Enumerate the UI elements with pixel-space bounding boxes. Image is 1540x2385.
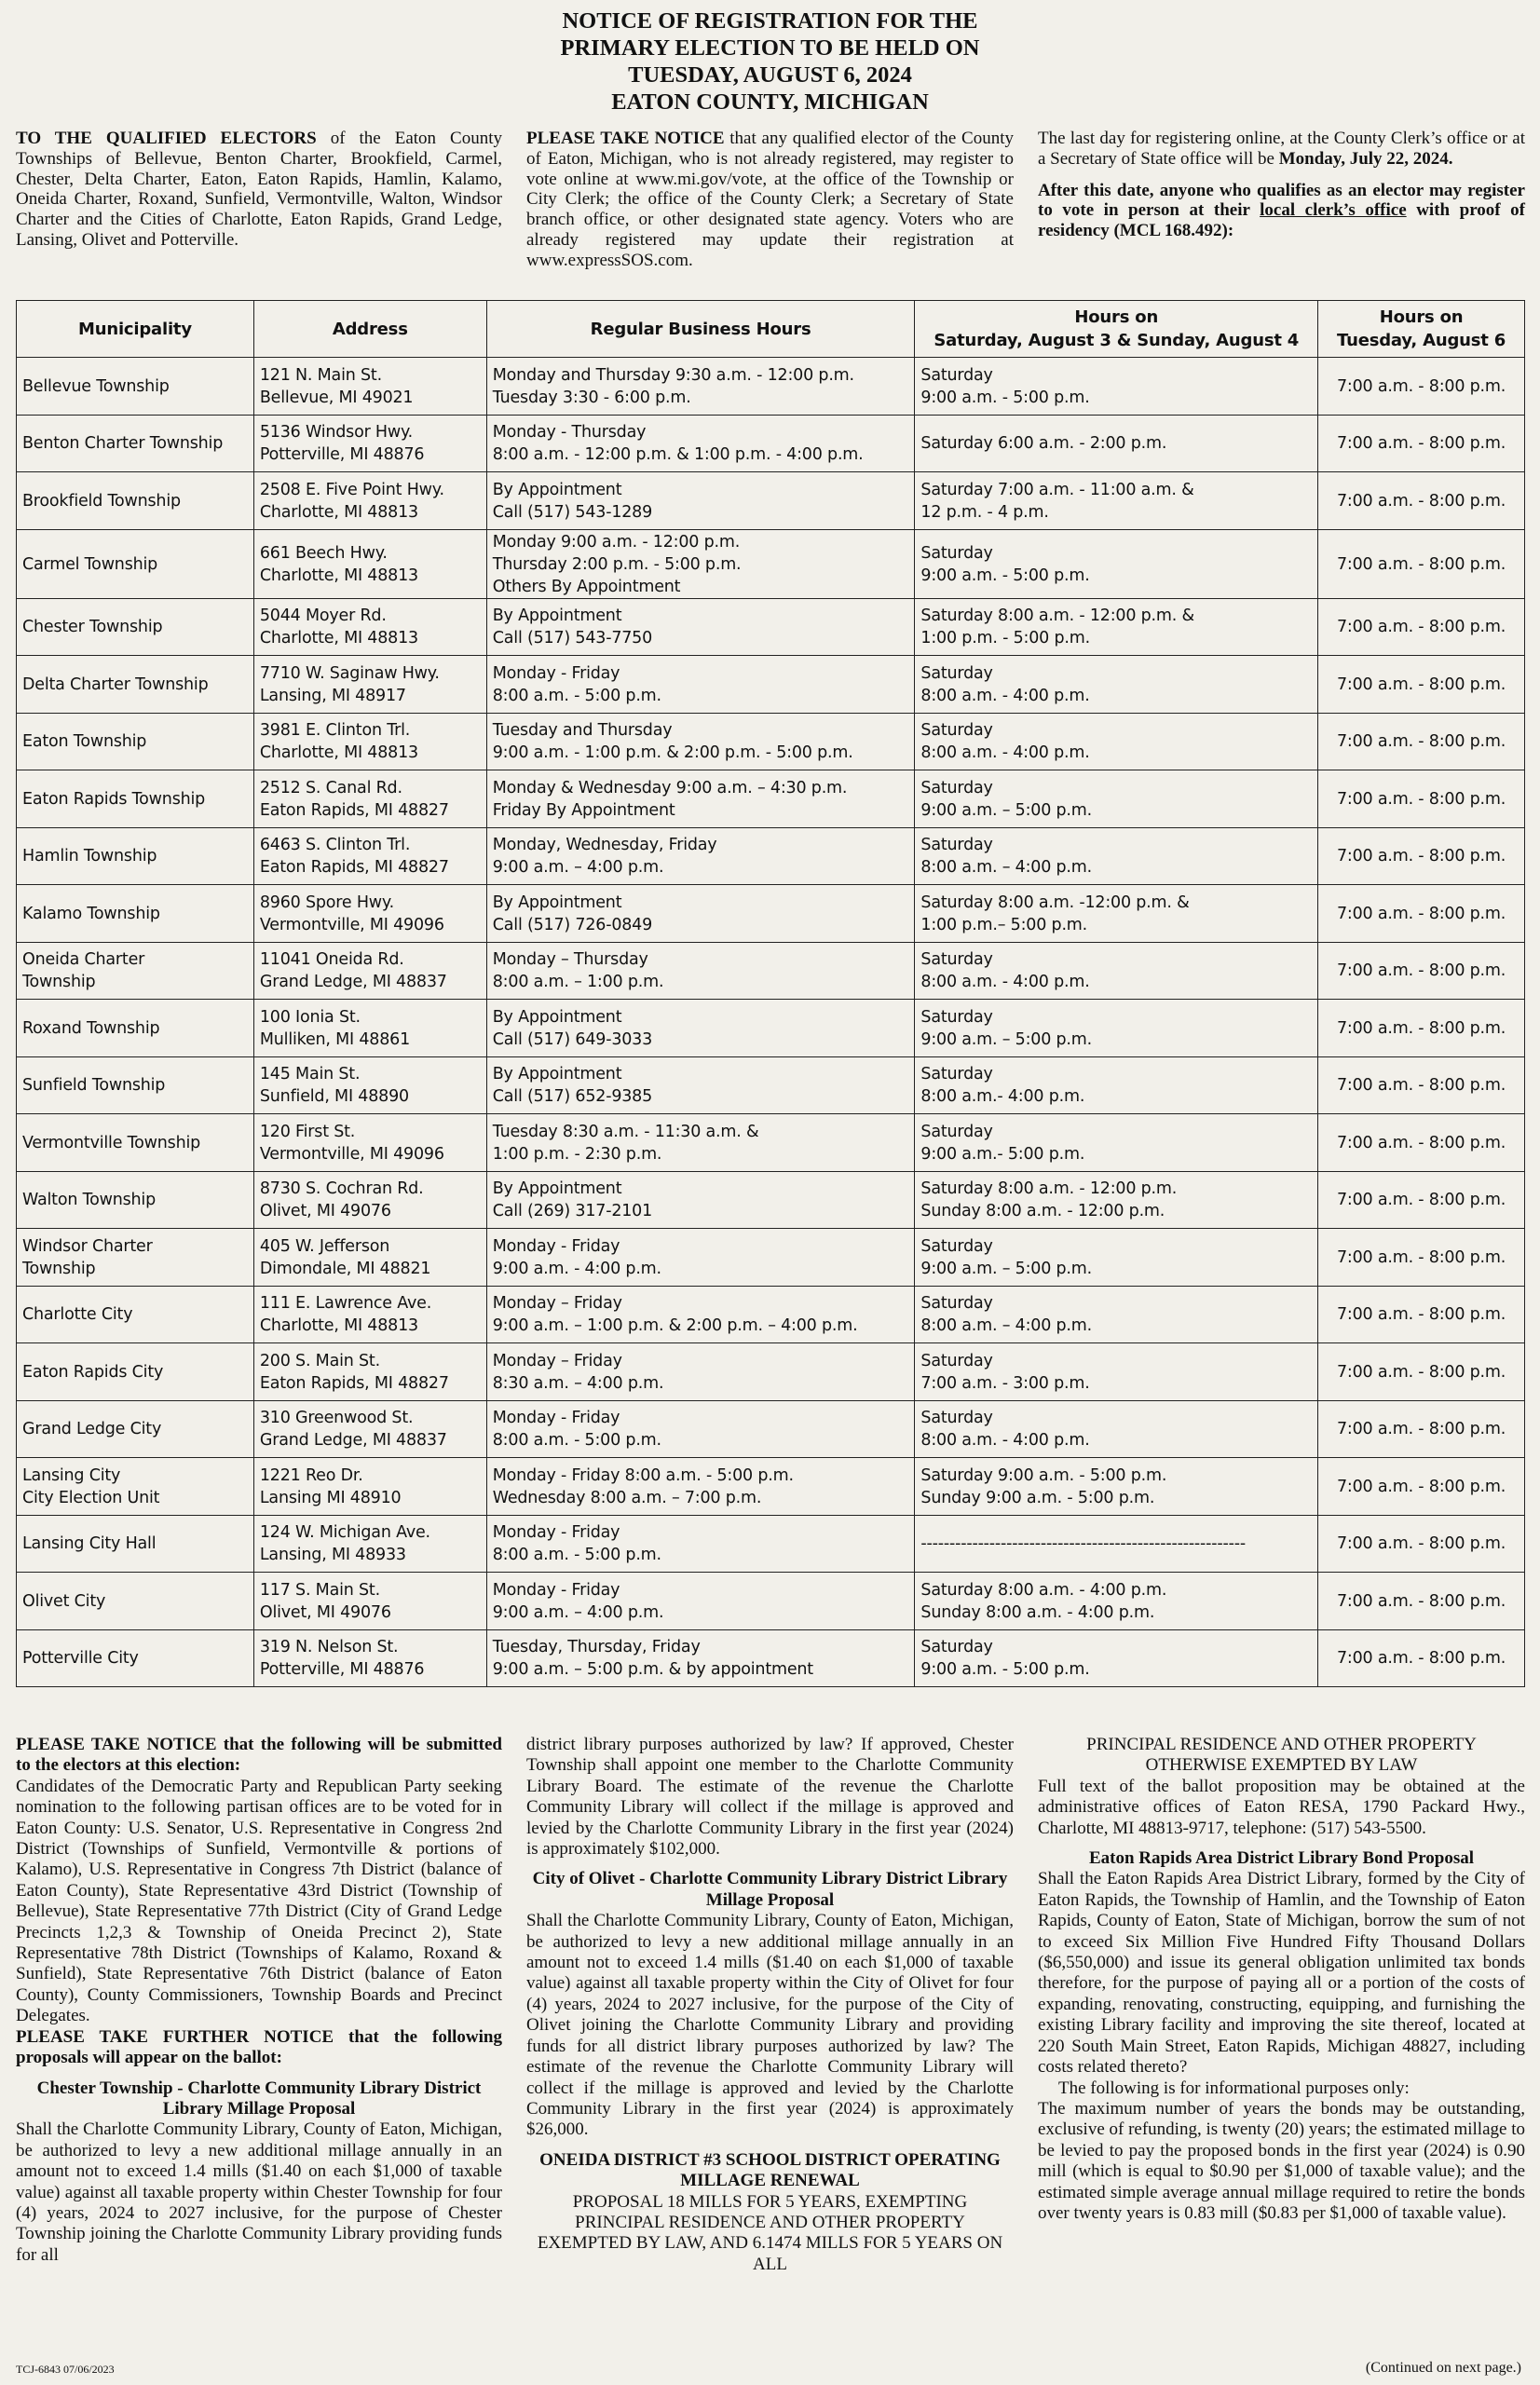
title-line: EATON COUNTY, MICHIGAN: [611, 89, 929, 115]
business-hours-cell: Monday - Friday 8:00 a.m. - 5:00 p.m.: [486, 1400, 915, 1458]
address-cell: 111 E. Lawrence Ave. Charlotte, MI 48813: [253, 1286, 486, 1343]
header-election-day-hours: Hours on Tuesday, August 6: [1318, 301, 1525, 358]
election-day-hours-cell: 7:00 a.m. - 8:00 p.m.: [1318, 358, 1525, 416]
olivet-proposal-text: Shall the Charlotte Community Library, County of Eaton, Michigan, be authorized to levy a new additional millage annually in an amount not to exceed 1.4 mills ($1.40 on each $1,000 of taxable value) against all taxable property within the City of Olivet for four (4) years, 2024 to 2027 inclusive, for the purpose of the City of Olivet joining the Charlotte Community Library and providing funds for all district library purposes authorized by law? The estimate of the revenue the Charlotte Community Library will collect if the millage is approved and levied by the Charlotte Community Library in the first year (2024) is approximately $26,000.: [526, 1911, 1014, 2140]
weekend-hours-cell: Saturday 9:00 a.m. - 5:00 p.m. Sunday 9:00 a.m. - 5:00 p.m.: [915, 1458, 1318, 1516]
weekend-hours-cell: Saturday 9:00 a.m.- 5:00 p.m.: [915, 1114, 1318, 1172]
election-day-hours-cell: 7:00 a.m. - 8:00 p.m.: [1318, 1171, 1525, 1229]
chester-proposal-text-continued: district library purposes authorized by law? If approved, Chester Township shall appoint one member to the Charlotte Community Library Board. The estimate of the revenue the Charlotte Community Library will collect if the millage is approved and levied by the Charlotte Community Library in the first year (2024) is approximately $102,000.: [526, 1735, 1014, 1860]
business-hours-cell: By Appointment Call (269) 317-2101: [486, 1171, 915, 1229]
full-text-info: Full text of the ballot proposition may be obtained at the administrative offices of Eaton RESA, 1790 Packard Hwy., Charlotte, MI 48813-9717, telephone: (517) 543-5500.: [1038, 1776, 1525, 1838]
address-cell: 100 Ionia St. Mulliken, MI 48861: [253, 1000, 486, 1057]
title-line: PRIMARY ELECTION TO BE HELD ON: [560, 35, 980, 61]
table-row: [17, 1114, 1525, 1172]
municipality-cell: Windsor Charter Township: [17, 1229, 254, 1287]
business-hours-cell: Monday - Friday 8:00 a.m. - 5:00 p.m.: [486, 656, 915, 714]
address-cell: 124 W. Michigan Ave. Lansing, MI 48933: [253, 1515, 486, 1573]
deadline-text: The last day for registering online, at the County Clerk’s office or at a Secretary of State office will be: [1038, 129, 1525, 169]
address-cell: 6463 S. Clinton Trl. Eaton Rapids, MI 48827: [253, 827, 486, 885]
election-day-hours-cell: 7:00 a.m. - 8:00 p.m.: [1318, 942, 1525, 1000]
weekend-hours-cell: Saturday 9:00 a.m. - 5:00 p.m.: [915, 529, 1318, 598]
table-row: [17, 1343, 1525, 1401]
weekend-hours-cell: Saturday 9:00 a.m. – 5:00 p.m.: [915, 1229, 1318, 1287]
address-cell: 200 S. Main St. Eaton Rapids, MI 48827: [253, 1343, 486, 1401]
business-hours-cell: Monday - Thursday 8:00 a.m. - 12:00 p.m. & 1:00 p.m. - 4:00 p.m.: [486, 415, 915, 472]
municipality-cell: Bellevue Township: [17, 358, 254, 416]
address-cell: 5044 Moyer Rd. Charlotte, MI 48813: [253, 598, 486, 656]
table-row: [17, 598, 1525, 656]
election-day-hours-cell: 7:00 a.m. - 8:00 p.m.: [1318, 713, 1525, 770]
weekend-hours-cell: ---------------------------------------------------------: [915, 1515, 1318, 1573]
address-cell: 11041 Oneida Rd. Grand Ledge, MI 48837: [253, 942, 486, 1000]
weekend-hours-cell: Saturday 8:00 a.m. - 12:00 p.m. Sunday 8:00 a.m. - 12:00 p.m.: [915, 1171, 1318, 1229]
table-row: [17, 1000, 1525, 1057]
business-hours-cell: Tuesday 8:30 a.m. - 11:30 a.m. & 1:00 p.m. - 2:30 p.m.: [486, 1114, 915, 1172]
municipality-cell: Delta Charter Township: [17, 656, 254, 714]
oneida-proposal-text: PROPOSAL 18 MILLS FOR 5 YEARS, EXEMPTING PRINCIPAL RESIDENCE AND OTHER PROPERTY EXEMPTED BY LAW, AND 6.1474 MILLS FOR 5 YEARS ON ALL: [537, 2191, 1003, 2274]
election-day-hours-cell: 7:00 a.m. - 8:00 p.m.: [1318, 1515, 1525, 1573]
municipality-cell: Potterville City: [17, 1629, 254, 1687]
table-row: [17, 770, 1525, 828]
municipality-cell: Eaton Rapids City: [17, 1343, 254, 1401]
table-row: [17, 885, 1525, 943]
weekend-hours-cell: Saturday 8:00 a.m. - 4:00 p.m.: [915, 1400, 1318, 1458]
table-row: [17, 1515, 1525, 1573]
weekend-hours-cell: Saturday 8:00 a.m. - 4:00 p.m. Sunday 8:00 a.m. - 4:00 p.m.: [915, 1573, 1318, 1630]
weekend-hours-cell: Saturday 8:00 a.m. -12:00 p.m. & 1:00 p.m.– 5:00 p.m.: [915, 885, 1318, 943]
election-day-hours-cell: 7:00 a.m. - 8:00 p.m.: [1318, 1400, 1525, 1458]
municipality-cell: Brookfield Township: [17, 472, 254, 530]
election-day-hours-cell: 7:00 a.m. - 8:00 p.m.: [1318, 827, 1525, 885]
weekend-hours-cell: Saturday 8:00 a.m. - 4:00 p.m.: [915, 713, 1318, 770]
table-row: [17, 656, 1525, 714]
municipality-cell: Lansing City City Election Unit: [17, 1458, 254, 1516]
table-row: [17, 1229, 1525, 1287]
weekend-hours-cell: Saturday 9:00 a.m. - 5:00 p.m.: [915, 1629, 1318, 1687]
address-cell: 319 N. Nelson St. Potterville, MI 48876: [253, 1629, 486, 1687]
intro-notice-text: that any qualified elector of the County of Eaton, Michigan, who is not already registered, may register to vote online at www.mi.gov/vote, at the office of the Township or City Clerk; the office of the County Clerk; a Secretary of State branch office, or other designated state agency. Voters who are already registered may update their registration at www.expressSOS.com.: [526, 129, 1014, 270]
publication-code: TCJ-6843 07/06/2023: [16, 2363, 115, 2376]
municipality-cell: Carmel Township: [17, 529, 254, 598]
weekend-hours-cell: Saturday 9:00 a.m. - 5:00 p.m.: [915, 358, 1318, 416]
business-hours-cell: By Appointment Call (517) 543-7750: [486, 598, 915, 656]
eaton-rapids-proposal-text: Shall the Eaton Rapids Area District Library, formed by the City of Eaton Rapids, the Township of Hamlin, and the Township of Eaton Rapids, County of Eaton, State of Michigan, borrow the sum of not to exceed Six Million Five Hundred Fifty Thousand Dollars ($6,550,000) and issue its general obligation unlimited tax bonds therefore, for the purpose of paying all or a portion of the costs of expanding, renovating, constructing, equipping, and furnishing the existing Library facility and improving the site thereof, located at 220 South Main Street, Eaton Rapids, Michigan 48827, including costs related thereto?: [1038, 1869, 1525, 2078]
weekend-hours-cell: Saturday 7:00 a.m. - 3:00 p.m.: [915, 1343, 1318, 1401]
election-day-hours-cell: 7:00 a.m. - 8:00 p.m.: [1318, 1573, 1525, 1630]
municipality-cell: Olivet City: [17, 1573, 254, 1630]
table-row: [17, 1056, 1525, 1114]
notice-title: [279, 7, 1261, 116]
ballot-column-2: [526, 1735, 1014, 2275]
deadline-date: Monday, July 22, 2024.: [1278, 148, 1453, 169]
municipality-cell: Walton Township: [17, 1171, 254, 1229]
intro-electors: [16, 129, 502, 251]
election-day-hours-cell: 7:00 a.m. - 8:00 p.m.: [1318, 1458, 1525, 1516]
header-municipality: Municipality: [17, 301, 254, 358]
weekend-hours-cell: Saturday 7:00 a.m. - 11:00 a.m. & 12 p.m. - 4 p.m.: [915, 472, 1318, 530]
address-cell: 2508 E. Five Point Hwy. Charlotte, MI 48813: [253, 472, 486, 530]
business-hours-cell: Monday - Friday 9:00 a.m. – 4:00 p.m.: [486, 1573, 915, 1630]
header-weekend-hours: Hours on Saturday, August 3 & Sunday, August 4: [915, 301, 1318, 358]
intro-electors-lead: TO THE QUALIFIED ELECTORS: [16, 129, 317, 148]
election-day-hours-cell: 7:00 a.m. - 8:00 p.m.: [1318, 1056, 1525, 1114]
ballot-column-1: [16, 1735, 502, 2266]
header-address: Address: [253, 301, 486, 358]
municipality-cell: Vermontville Township: [17, 1114, 254, 1172]
business-hours-cell: By Appointment Call (517) 726-0849: [486, 885, 915, 943]
weekend-hours-cell: Saturday 6:00 a.m. - 2:00 p.m.: [915, 415, 1318, 472]
election-day-hours-cell: 7:00 a.m. - 8:00 p.m.: [1318, 1229, 1525, 1287]
address-cell: 7710 W. Saginaw Hwy. Lansing, MI 48917: [253, 656, 486, 714]
oneida-proposal-text-continued: PRINCIPAL RESIDENCE AND OTHER PROPERTY OTHERWISE EXEMPTED BY LAW: [1086, 1735, 1477, 1776]
business-hours-cell: Monday – Friday 9:00 a.m. – 1:00 p.m. & 2:00 p.m. – 4:00 p.m.: [486, 1286, 915, 1343]
address-cell: 3981 E. Clinton Trl. Charlotte, MI 48813: [253, 713, 486, 770]
table-row: [17, 472, 1525, 530]
municipality-cell: Grand Ledge City: [17, 1400, 254, 1458]
table-row: [17, 827, 1525, 885]
informational-text: The maximum number of years the bonds may be outstanding, exclusive of refunding, is twenty (20) years; the estimated millage to be levied to pay the proposed bonds in the first year (2024) is 0.90 mill (which is equal to $0.90 per $1,000 of taxable value); and the estimated simple average annual millage required to retire the bonds over twenty years is 0.83 mill ($0.83 per $1,000 of taxable value).: [1038, 2098, 1525, 2223]
table-row: [17, 1629, 1525, 1687]
table-row: [17, 1286, 1525, 1343]
municipality-cell: Eaton Township: [17, 713, 254, 770]
address-cell: 2512 S. Canal Rd. Eaton Rapids, MI 48827: [253, 770, 486, 828]
title-line: NOTICE OF REGISTRATION FOR THE: [562, 8, 978, 34]
chester-proposal-text: Shall the Charlotte Community Library, County of Eaton, Michigan, be authorized to levy a new additional millage annually in an amount not to exceed 1.4 mills ($1.40 on each $1,000 of taxable value) against all taxable property within Chester Township for four (4) years, 2024 to 2027 inclusive, for the purpose of Chester Township joining the Charlotte Community Library providing funds for all: [16, 2119, 502, 2265]
municipality-cell: Charlotte City: [17, 1286, 254, 1343]
oneida-proposal-heading: ONEIDA DISTRICT #3 SCHOOL DISTRICT OPERATING MILLAGE RENEWAL: [539, 2149, 1001, 2191]
election-day-hours-cell: 7:00 a.m. - 8:00 p.m.: [1318, 1000, 1525, 1057]
continued-note: (Continued on next page.): [1365, 2360, 1521, 2376]
table-row: [17, 1573, 1525, 1630]
weekend-hours-cell: Saturday 8:00 a.m. - 12:00 p.m. & 1:00 p.m. - 5:00 p.m.: [915, 598, 1318, 656]
municipality-cell: Sunfield Township: [17, 1056, 254, 1114]
municipality-cell: Chester Township: [17, 598, 254, 656]
address-cell: 145 Main St. Sunfield, MI 48890: [253, 1056, 486, 1114]
intro-notice: [526, 129, 1014, 271]
table-row: [17, 1171, 1525, 1229]
election-day-hours-cell: 7:00 a.m. - 8:00 p.m.: [1318, 1343, 1525, 1401]
election-day-hours-cell: 7:00 a.m. - 8:00 p.m.: [1318, 885, 1525, 943]
business-hours-cell: Monday - Friday 9:00 a.m. - 4:00 p.m.: [486, 1229, 915, 1287]
address-cell: 120 First St. Vermontville, MI 49096: [253, 1114, 486, 1172]
business-hours-cell: Tuesday and Thursday 9:00 a.m. - 1:00 p.m. & 2:00 p.m. - 5:00 p.m.: [486, 713, 915, 770]
intro-electors-text: of the Eaton County Townships of Bellevue, Benton Charter, Brookfield, Carmel, Chester, Delta Charter, Eaton, Eaton Rapids, Hamlin, Kalamo, Oneida Charter, Roxand, Sunfield, Vermontville, Walton, Windsor Charter and the Cities of Charlotte, Eaton Rapids, Grand Ledge, Lansing, Olivet and Potterville.: [16, 129, 502, 250]
election-day-hours-cell: 7:00 a.m. - 8:00 p.m.: [1318, 472, 1525, 530]
eaton-rapids-proposal-heading: Eaton Rapids Area District Library Bond Proposal: [1088, 1848, 1475, 1869]
municipality-cell: Hamlin Township: [17, 827, 254, 885]
business-hours-cell: By Appointment Call (517) 652-9385: [486, 1056, 915, 1114]
weekend-hours-cell: Saturday 8:00 a.m. – 4:00 p.m.: [915, 827, 1318, 885]
address-cell: 8730 S. Cochran Rd. Olivet, MI 49076: [253, 1171, 486, 1229]
municipality-cell: Lansing City Hall: [17, 1515, 254, 1573]
registration-hours-table: [16, 300, 1525, 1687]
in-person-text: After this date, anyone who qualifies as an elector may register to vote in person at their local clerk’s office with proof of residency (MCL 168.492):: [1038, 180, 1525, 241]
table-row: [17, 942, 1525, 1000]
business-hours-cell: Monday – Friday 8:30 a.m. – 4:00 p.m.: [486, 1343, 915, 1401]
business-hours-cell: By Appointment Call (517) 543-1289: [486, 472, 915, 530]
municipality-cell: Oneida Charter Township: [17, 942, 254, 1000]
address-cell: 5136 Windsor Hwy. Potterville, MI 48876: [253, 415, 486, 472]
business-hours-cell: By Appointment Call (517) 649-3033: [486, 1000, 915, 1057]
business-hours-cell: Tuesday, Thursday, Friday 9:00 a.m. – 5:00 p.m. & by appointment: [486, 1629, 915, 1687]
table-row: [17, 1400, 1525, 1458]
business-hours-cell: Monday 9:00 a.m. - 12:00 p.m. Thursday 2:00 p.m. - 5:00 p.m. Others By Appointment: [486, 529, 915, 598]
candidates-text: Candidates of the Democratic Party and Republican Party seeking nomination to the following partisan offices are to be voted for in Eaton County: U.S. Senator, U.S. Representative in Congress 2nd District (Townships of Sunfield, Vermontville & portions of Kalamo), U.S. Representative in Congress 7th District (balance of Eaton County), State Representative 43rd District (Township of Bellevue), State Representative 77th District (City of Grand Ledge Precincts 1,2,3 & Township of Oneida Precinct 2), State Representative 78th District (Townships of Kalamo, Roxand & Sunfield), State Representative 76th District (balance of Eaton County), County Commissioners, Township Boards and Precinct Delegates.: [16, 1776, 502, 2026]
election-day-hours-cell: 7:00 a.m. - 8:00 p.m.: [1318, 1114, 1525, 1172]
election-day-hours-cell: 7:00 a.m. - 8:00 p.m.: [1318, 770, 1525, 828]
address-cell: 117 S. Main St. Olivet, MI 49076: [253, 1573, 486, 1630]
intro-deadline: [1038, 129, 1525, 241]
address-cell: 310 Greenwood St. Grand Ledge, MI 48837: [253, 1400, 486, 1458]
weekend-hours-cell: Saturday 9:00 a.m. – 5:00 p.m.: [915, 1000, 1318, 1057]
olivet-proposal-heading: City of Olivet - Charlotte Community Library District Library Millage Proposal: [532, 1869, 1008, 1910]
weekend-hours-cell: Saturday 8:00 a.m. - 4:00 p.m.: [915, 942, 1318, 1000]
ballot-column-3: [1038, 1735, 1525, 2224]
intro-notice-lead: PLEASE TAKE NOTICE: [526, 129, 725, 148]
municipality-cell: Eaton Rapids Township: [17, 770, 254, 828]
business-hours-cell: Monday - Friday 8:00 a.m. - 5:00 p.m.: [486, 1515, 915, 1573]
election-day-hours-cell: 7:00 a.m. - 8:00 p.m.: [1318, 1629, 1525, 1687]
ballot-notice: PLEASE TAKE NOTICE that the following will be submitted to the electors at this election:: [16, 1735, 502, 1776]
chester-proposal-heading: Chester Township - Charlotte Community Library District Library Millage Proposal: [36, 2078, 482, 2119]
election-day-hours-cell: 7:00 a.m. - 8:00 p.m.: [1318, 656, 1525, 714]
weekend-hours-cell: Saturday 8:00 a.m. - 4:00 p.m.: [915, 656, 1318, 714]
address-cell: 661 Beech Hwy. Charlotte, MI 48813: [253, 529, 486, 598]
table-row: [17, 358, 1525, 416]
weekend-hours-cell: Saturday 8:00 a.m. – 4:00 p.m.: [915, 1286, 1318, 1343]
municipality-cell: Kalamo Township: [17, 885, 254, 943]
business-hours-cell: Monday – Thursday 8:00 a.m. – 1:00 p.m.: [486, 942, 915, 1000]
table-row: [17, 415, 1525, 472]
address-cell: 8960 Spore Hwy. Vermontville, MI 49096: [253, 885, 486, 943]
weekend-hours-cell: Saturday 8:00 a.m.- 4:00 p.m.: [915, 1056, 1318, 1114]
election-day-hours-cell: 7:00 a.m. - 8:00 p.m.: [1318, 529, 1525, 598]
address-cell: 405 W. Jefferson Dimondale, MI 48821: [253, 1229, 486, 1287]
address-cell: 1221 Reo Dr. Lansing MI 48910: [253, 1458, 486, 1516]
further-notice: PLEASE TAKE FURTHER NOTICE that the following proposals will appear on the ballot:: [16, 2026, 502, 2068]
table-row: [17, 713, 1525, 770]
election-day-hours-cell: 7:00 a.m. - 8:00 p.m.: [1318, 598, 1525, 656]
header-business-hours: Regular Business Hours: [486, 301, 915, 358]
address-cell: 121 N. Main St. Bellevue, MI 49021: [253, 358, 486, 416]
weekend-hours-cell: Saturday 9:00 a.m. – 5:00 p.m.: [915, 770, 1318, 828]
informational-heading: The following is for informational purposes only:: [1058, 2078, 1410, 2098]
title-line: TUESDAY, AUGUST 6, 2024: [628, 62, 912, 88]
table-header-row: [17, 301, 1525, 358]
municipality-cell: Benton Charter Township: [17, 415, 254, 472]
municipality-cell: Roxand Township: [17, 1000, 254, 1057]
business-hours-cell: Monday and Thursday 9:30 a.m. - 12:00 p.m. Tuesday 3:30 - 6:00 p.m.: [486, 358, 915, 416]
business-hours-cell: Monday, Wednesday, Friday 9:00 a.m. – 4:00 p.m.: [486, 827, 915, 885]
table-row: [17, 1458, 1525, 1516]
election-day-hours-cell: 7:00 a.m. - 8:00 p.m.: [1318, 415, 1525, 472]
election-day-hours-cell: 7:00 a.m. - 8:00 p.m.: [1318, 1286, 1525, 1343]
table-row: [17, 529, 1525, 598]
business-hours-cell: Monday & Wednesday 9:00 a.m. – 4:30 p.m. Friday By Appointment: [486, 770, 915, 828]
business-hours-cell: Monday - Friday 8:00 a.m. - 5:00 p.m. Wednesday 8:00 a.m. – 7:00 p.m.: [486, 1458, 915, 1516]
